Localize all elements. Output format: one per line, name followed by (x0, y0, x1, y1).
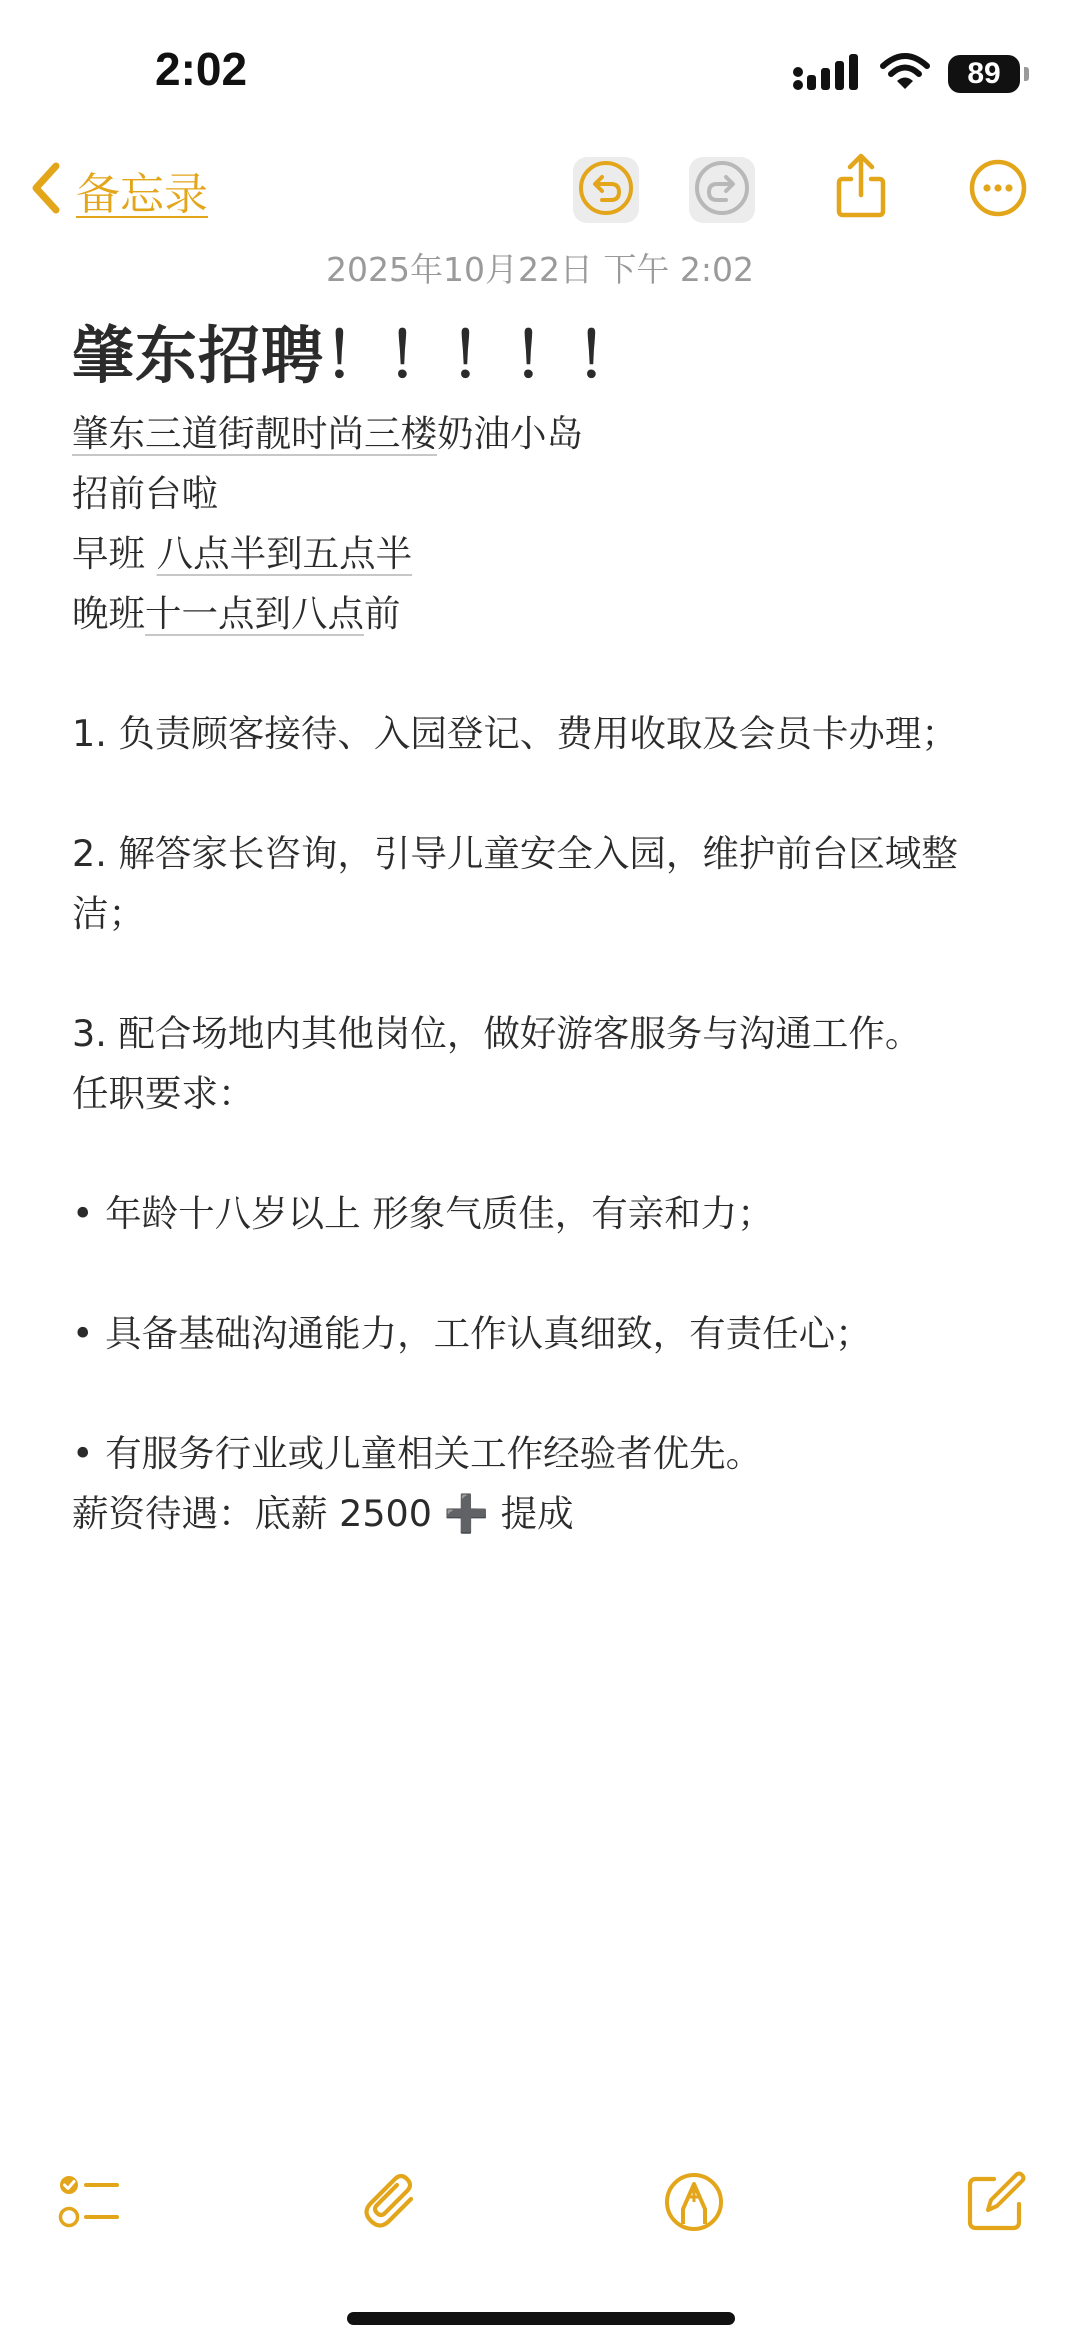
evening-shift-suffix: 前 (364, 592, 401, 635)
battery-level: 89 (967, 57, 1001, 90)
note-requirements-heading: 任职要求： (72, 1072, 255, 1115)
compose-button[interactable] (962, 2170, 1030, 2238)
blank-line (72, 644, 1022, 704)
location-store: 奶油小岛 (437, 412, 583, 455)
battery-indicator (948, 55, 1020, 93)
redo-icon (694, 160, 750, 220)
markup-pen-icon (662, 2170, 726, 2238)
note-line-hiring: 招前台啦 (72, 472, 218, 515)
markup-button[interactable] (660, 2170, 728, 2238)
paperclip-icon (359, 2169, 425, 2239)
redo-button[interactable] (689, 157, 755, 223)
back-button[interactable] (28, 158, 208, 222)
morning-shift-label: 早班 (72, 532, 157, 575)
blank-line (72, 1364, 1022, 1424)
blank-line (72, 944, 1022, 1004)
note-body[interactable] (72, 404, 1022, 1544)
chevron-left-icon (28, 160, 68, 220)
wifi-icon (880, 52, 930, 96)
note-line-evening-shift (72, 584, 1022, 644)
note-line-morning-shift (72, 524, 1022, 584)
note-requirement-1: • 年龄十八岁以上 形象气质佳，有亲和力； (72, 1192, 774, 1235)
note-duty-2a: 2. 解答家长咨询，引导儿童安全入园，维护前台区域整 (72, 832, 958, 875)
share-button[interactable] (828, 155, 894, 221)
attach-button[interactable] (358, 2170, 426, 2238)
undo-button[interactable] (573, 157, 639, 223)
evening-shift-label: 晚班 (72, 592, 145, 635)
note-duty-3: 3. 配合场地内其他岗位，做好游客服务与沟通工作。 (72, 1012, 922, 1055)
cellular-signal-icon (792, 52, 862, 96)
undo-icon (578, 160, 634, 220)
compose-icon (964, 2170, 1028, 2238)
checklist-button[interactable] (55, 2170, 123, 2238)
note-requirement-2: • 具备基础沟通能力，工作认真细致，有责任心； (72, 1312, 872, 1355)
note-date: 2025年10月22日 下午 2:02 (325, 250, 755, 289)
note-duty-1: 1. 负责顾客接待、入园登记、费用收取及会员卡办理； (72, 712, 958, 755)
blank-line (72, 1124, 1022, 1184)
blank-line (72, 1244, 1022, 1304)
back-button-label: 备忘录 (76, 169, 208, 220)
blank-line (72, 764, 1022, 824)
checklist-icon (57, 2170, 121, 2238)
more-button[interactable] (965, 157, 1031, 223)
note-duty-2b: 洁； (72, 892, 145, 935)
battery-cap (1024, 67, 1029, 81)
location-address[interactable]: 肇东三道街靓时尚三楼 (72, 412, 437, 455)
status-icons (792, 52, 1020, 96)
more-icon (968, 158, 1028, 222)
note-title[interactable]: 肇东招聘！！！！！ (72, 319, 640, 392)
morning-shift-time[interactable]: 八点半到五点半 (156, 532, 413, 575)
note-line-location (72, 404, 1022, 464)
home-indicator[interactable] (347, 2312, 735, 2325)
status-time: 2:02 (155, 43, 248, 95)
note-salary: 薪资待遇：底薪 2500 ➕ 提成 (72, 1492, 574, 1535)
note-requirement-3: • 有服务行业或儿童相关工作经验者优先。 (72, 1432, 763, 1475)
share-icon (833, 153, 889, 223)
evening-shift-time[interactable]: 十一点到八点 (145, 592, 364, 635)
